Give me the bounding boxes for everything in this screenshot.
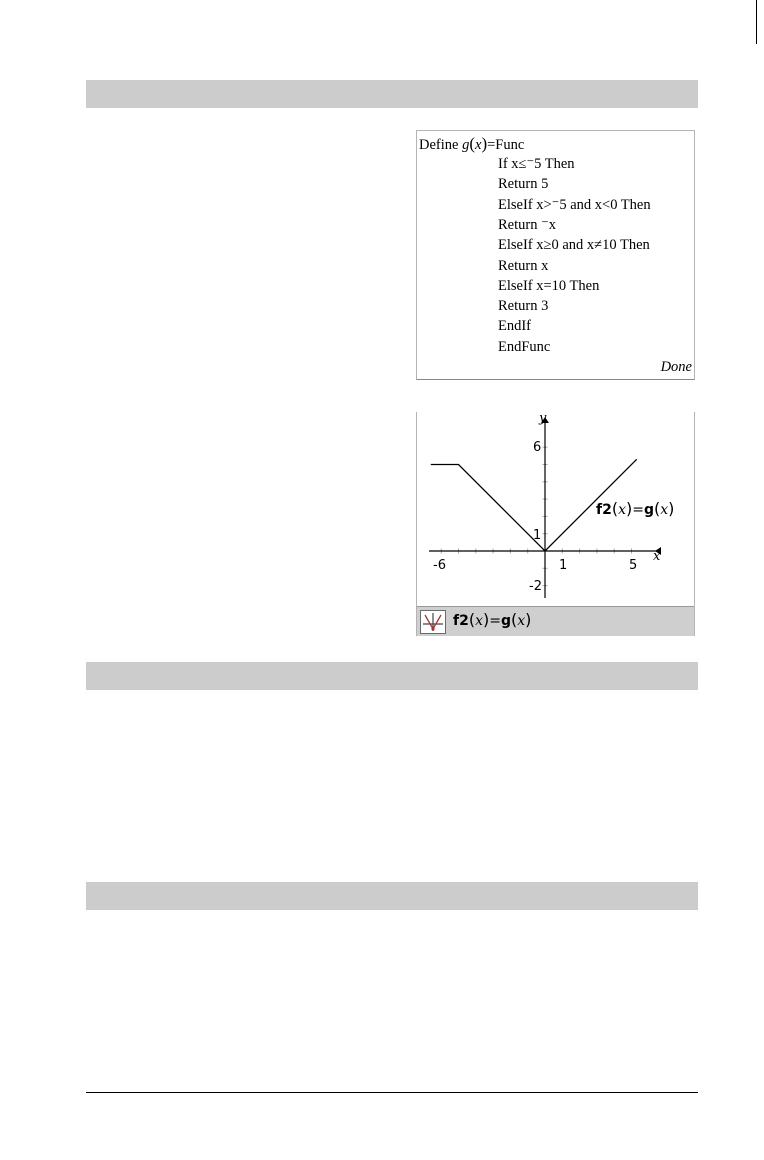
result-done: Done: [660, 359, 692, 375]
section-header-bar: [86, 882, 698, 910]
graph-entry-icon[interactable]: [420, 610, 446, 634]
x-tick-label-5: 5: [629, 558, 638, 573]
function-label[interactable]: f2(x)=g(x): [596, 499, 675, 518]
section-header-bar: [86, 662, 698, 690]
code-line: EndIf: [498, 318, 532, 334]
code-line: If x≤⁻5 Then: [498, 156, 575, 172]
crop-mark: [756, 0, 757, 44]
x-tick-label-neg6: -6: [433, 558, 446, 573]
y-tick-label-1: 1: [533, 528, 542, 543]
y-tick-label-neg2: -2: [529, 579, 542, 594]
function-entry-line[interactable]: [417, 606, 695, 636]
code-line-define: Define g(x)=Func: [419, 134, 525, 153]
y-tick-label-6: 6: [533, 440, 542, 455]
code-line: ElseIf x>⁻5 and x<0 Then: [498, 197, 651, 213]
x-axis-name: x: [653, 549, 661, 564]
graph-entry-icon-glyph: [421, 611, 445, 633]
code-line: ElseIf x≥0 and x≠10 Then: [498, 237, 650, 253]
code-line: Return 3: [498, 298, 549, 314]
section-header-bar: [86, 80, 698, 108]
y-axis-name: y: [539, 412, 547, 426]
code-line: Return 5: [498, 176, 549, 192]
code-line: ElseIf x=10 Then: [498, 278, 600, 294]
graph-window: [416, 412, 695, 636]
code-line: Return x: [498, 258, 549, 274]
code-line: EndFunc: [498, 339, 551, 355]
entry-line-text[interactable]: f2(x)=g(x): [453, 610, 532, 629]
footer-rule: [86, 1092, 698, 1093]
code-line: Return ⁻x: [498, 217, 556, 233]
x-tick-label-1: 1: [559, 558, 568, 573]
calculator-code-block: [416, 130, 695, 380]
